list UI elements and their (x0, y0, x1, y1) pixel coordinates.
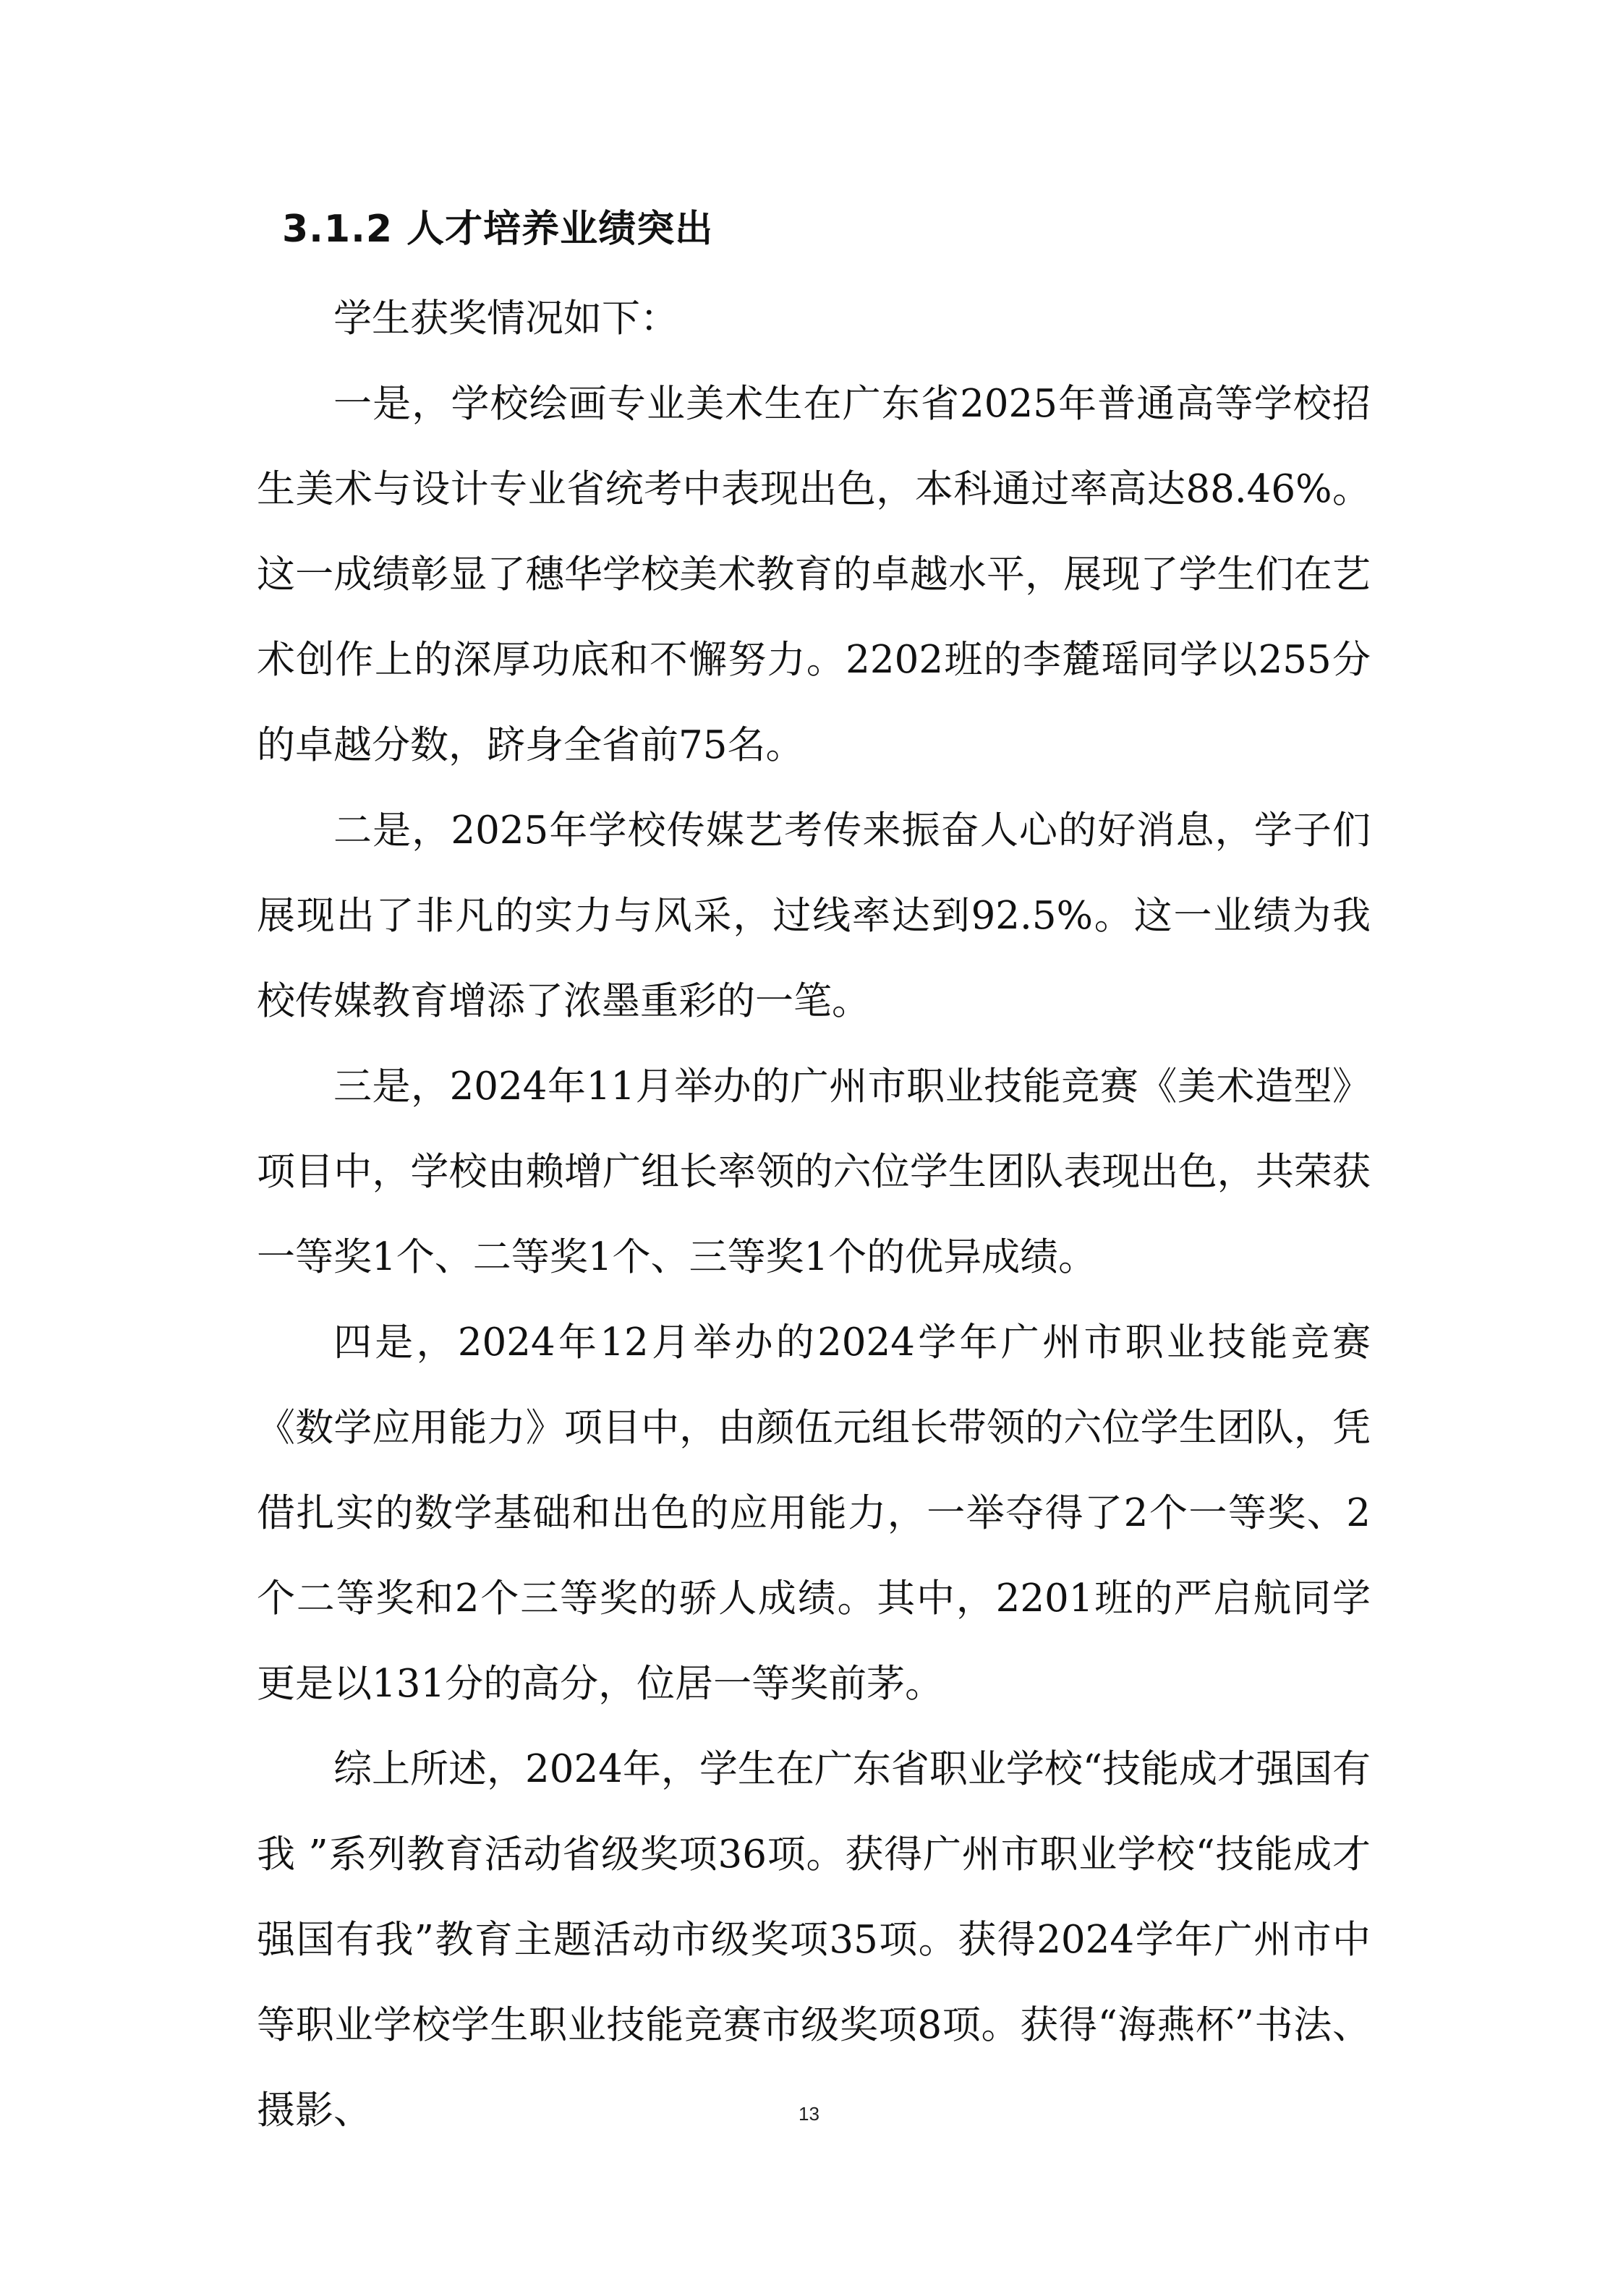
paragraph-first: 一是，学校绘画专业美术生在广东省2025年普通高等学校招生美术与设计专业省统考中表现出色，本科通过率高达88.46%。这一成绩彰显了穗华学校美术教育的卓越水平，展现了学生们在艺术创作上的深厚功底和不懈努力。2202班的李麓瑶同学以255分的卓越分数，跻身全省前75名。 (257, 382, 1371, 767)
body-text (257, 276, 1409, 2154)
paragraph-summary: 综上所述，2024年，学生在广东省职业学校“技能成才强国有我 ”系列教育活动省级奖项36项。获得广州市职业学校“技能成才 强国有我”教育主题活动市级奖项35项。获得2024学年广州市中等职业学校学生职业技能竞赛市级奖项8项。获得“海燕杯”书法、摄影、 (257, 1747, 1409, 2133)
paragraph-fourth: 四是，2024年12月举办的2024学年广州市职业技能竞赛《数学应用能力》项目中，由颜伍元组长带领的六位学生团队，凭借扎实的数学基础和出色的应用能力，一举夺得了2个一等奖、2个二等奖和2个三等奖的骄人成绩。其中，2201班的严启航同学更是以131分的高分，位居一等奖前茅。 (257, 1320, 1371, 1706)
page-number: 13 (799, 2103, 819, 2125)
section-heading: 3.1.2 人才培养业绩突出 (282, 208, 714, 251)
paragraph-third: 三是，2024年11月举办的广州市职业技能竞赛《美术造型》项目中，学校由赖增广组长率领的六位学生团队表现出色，共荣获一等奖1个、二等奖1个、三等奖1个的优异成绩。 (257, 1064, 1371, 1279)
paragraph-intro: 学生获奖情况如下： (333, 296, 678, 341)
paragraph-second: 二是，2025年学校传媒艺考传来振奋人心的好消息，学子们展现出了非凡的实力与风采，过线率达到92.5%。这一业绩为我校传媒教育增添了浓墨重彩的一笔。 (257, 808, 1371, 1023)
